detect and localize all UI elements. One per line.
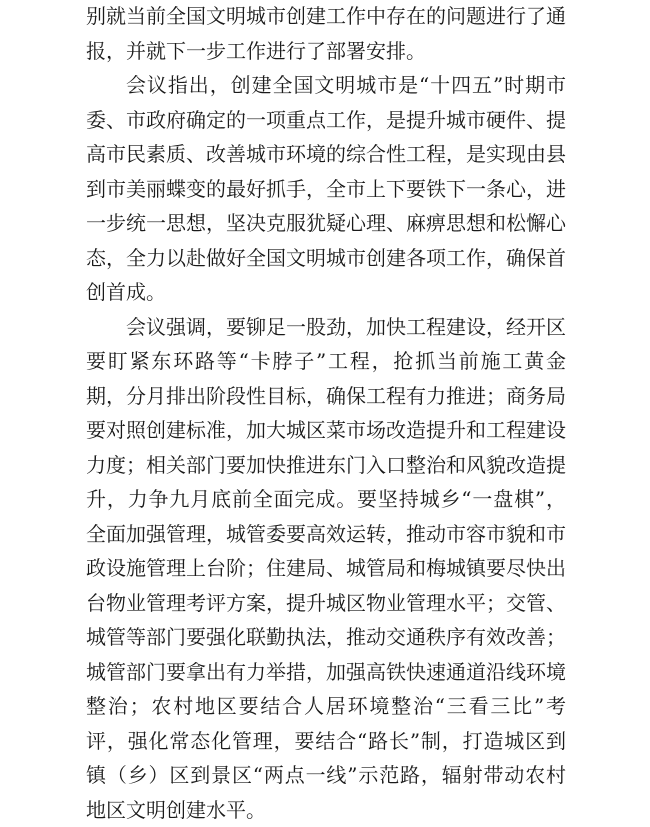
paragraph-1: 别就当前全国文明城市创建工作中存在的问题进行了通报，并就下一步工作进行了部署安排。	[86, 0, 566, 68]
paragraph-2: 会议指出，创建全国文明城市是“十四五”时期市委、市政府确定的一项重点工作，是提升城市硬件、提高市民素质、改善城市环境的综合性工程，是实现由县到市美丽蝶变的最好抓手，全市上下要铁下一条心，进一步统一思想，坚决克服犹疑心理、麻痹思想和松懈心态，全力以赴做好全国文明城市创建各项工作，确保首创首成。	[86, 68, 566, 310]
paragraph-3: 会议强调，要铆足一股劲，加快工程建设，经开区要盯紧东环路等“卡脖子”工程，抢抓当前施工黄金期，分月排出阶段性目标，确保工程有力推进；商务局要对照创建标准，加大城区菜市场改造提升和工程建设力度；相关部门要加快推进东门入口整治和风貌改造提升，力争九月底前全面完成。要坚持城乡“一盘棋”，全面加强管理，城管委要高效运转，推动市容市貌和市政设施管理上台阶；住建局、城管局和梅城镇要尽快出台物业管理考评方案，提升城区物业管理水平；交管、城管等部门要强化联勤执法，推动交通秩序有效改善；城管部门要拿出有力举措，加强高铁快速通道沿线环境整治；农村地区要结合人居环境整治“三看三比”考评，强化常态化管理，要结合“路长”制，打造城区到镇（乡）区到景区“两点一线”示范路，辐射带动农村地区文明创建水平。	[86, 310, 566, 827]
document-body	[86, 0, 566, 827]
